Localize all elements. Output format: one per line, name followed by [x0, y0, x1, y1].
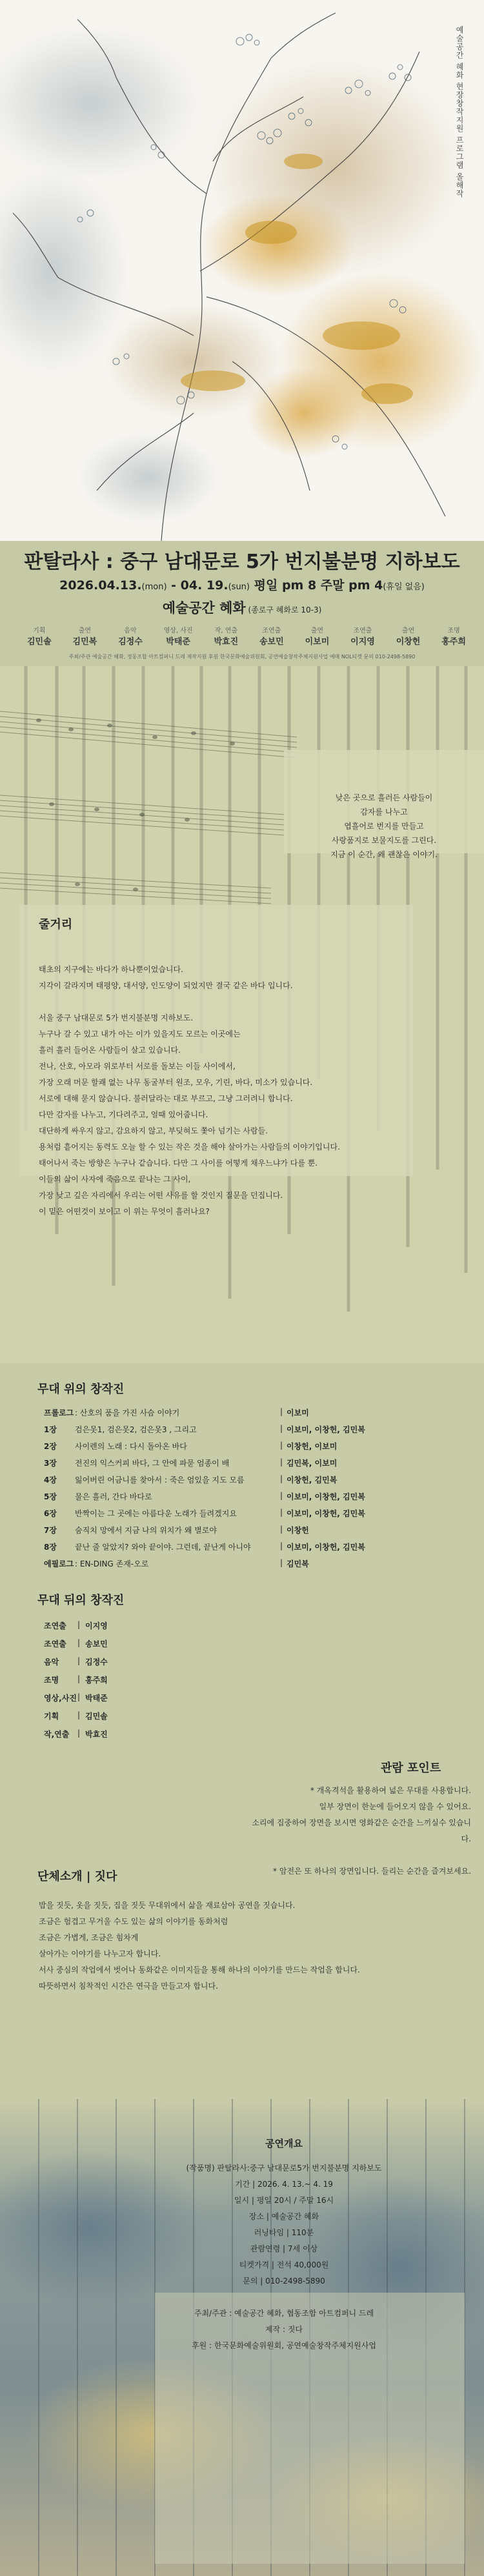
scene-title: 끝난 줄 알았지? 와야 끝이야. 그런데, 끝난게 아니야 — [75, 1543, 251, 1552]
credit-role: 기획 — [33, 627, 46, 634]
tree-sketch-illustration — [0, 0, 484, 541]
info-title: 공연개요 — [265, 2138, 303, 2149]
scene-cast: 이창헌, 이보미 — [287, 1442, 338, 1451]
credit-name: 박태준 — [166, 637, 190, 647]
info-line: 후원 : 한국문화예술위원회, 공연예술창작주체지원사업 — [192, 2341, 376, 2350]
info-line — [84, 2291, 484, 2300]
stage-crew-title: 무대 위의 창작진 — [37, 1383, 125, 1396]
separator-bar: | — [77, 1656, 81, 1665]
separator-bar: | — [280, 1474, 283, 1483]
staff-name: 박효진 — [85, 1730, 108, 1739]
company-line: 조금은 험겹고 무거울 수도 있는 삶의 이야기를 동화처럼 — [39, 1917, 228, 1926]
scene-cast: 김민복 — [287, 1559, 309, 1568]
staff-name: 김민솔 — [85, 1712, 108, 1721]
synopsis-line: 흘러 흘러 들어온 사람들이 살고 있습니다. — [39, 1046, 181, 1055]
credit-name: 김정수 — [118, 637, 143, 647]
company-intro-text — [39, 1898, 360, 1994]
scene-row — [44, 1491, 405, 1502]
viewing-point-line: * 암전은 또 하나의 장면입니다. 들리는 순간을 즐겨보세요. — [273, 1867, 471, 1876]
poem-line: 지금 이 순간, 왜 괜찮은 이야기. — [330, 850, 438, 859]
scene-title: 검은못1, 검은못2, 검은못3 , 그리고 — [75, 1425, 197, 1434]
staff-name: 김정수 — [85, 1658, 108, 1667]
scene-title: 숨직치 망에서 지금 나의 위치가 왜 별로야 — [75, 1526, 217, 1535]
scene-cast: 이보미 — [287, 1408, 309, 1417]
credit-item — [350, 625, 375, 647]
separator-bar: | — [77, 1729, 81, 1738]
info-line: 문의 | 010-2498-5890 — [243, 2277, 325, 2286]
viewing-point-line: * 개옥격석을 활용하여 넓은 무대를 사용합니다. — [310, 1786, 471, 1795]
staff-row — [44, 1620, 108, 1631]
viewing-points-text — [245, 1783, 471, 1880]
separator-bar: | — [280, 1407, 283, 1416]
staff-name: 이지영 — [85, 1621, 108, 1630]
credit-name: 홍주희 — [441, 637, 466, 647]
show-venue: 예술공간 혜화 (종로구 혜화로 10-3) — [162, 600, 322, 616]
credit-item — [214, 625, 239, 647]
viewing-points-title: 관람 포인트 — [381, 1761, 441, 1775]
credit-name: 박효진 — [214, 637, 239, 647]
scene-cast: 이보미, 이창헌, 김민복 — [287, 1492, 365, 1501]
scene-label: 5장 — [44, 1492, 57, 1501]
staff-name: 홍주희 — [85, 1676, 108, 1685]
company-line: 밥을 짓듯, 옷을 짓듯, 집을 짓듯 무대위에서 삶을 재료삼아 공연을 짓습니다. — [39, 1901, 296, 1910]
poem-block — [303, 791, 465, 862]
synopsis-title: 줄거리 — [39, 918, 73, 931]
credit-role: 조연출 — [262, 627, 281, 634]
credit-name: 이지영 — [350, 637, 375, 647]
credit-role: 조연출 — [353, 627, 372, 634]
info-line: 일시 | 평일 20시 / 주말 16시 — [234, 2196, 334, 2205]
scene-title: : EN-DING 존재-오로 — [75, 1559, 149, 1568]
info-line: 기간 | 2026. 4. 13.~ 4. 19 — [235, 2180, 333, 2189]
scene-label: 에필로그 — [44, 1559, 74, 1568]
company-line: 따뜻하면서 침착적인 시간은 연극을 만들고자 합니다. — [39, 1982, 218, 1991]
scene-label: 4장 — [44, 1476, 57, 1485]
credit-name: 송보민 — [259, 637, 284, 647]
show-dates: 2026.04.13.(mon) - 04. 19.(sun) 평일 pm 8 주말 pm 4(휴일 없음) — [59, 578, 425, 593]
credit-name: 김민복 — [72, 637, 97, 647]
scene-title: 반짝이는 그 곳에는 아름다운 노래가 들려겠지요 — [75, 1509, 237, 1518]
viewing-point-line — [245, 1847, 471, 1863]
synopsis-line: 누구나 갈 수 있고 내가 아는 이가 있을지도 모르는 이곳에는 — [39, 1029, 241, 1039]
scene-cast: 김민복, 이보미 — [287, 1459, 338, 1468]
synopsis-line: 다만 감자를 나누고, 기다려주고, 얼때 있어줍니다. — [39, 1110, 208, 1119]
synopsis-line: 가장 오래 머문 할쾌 없는 나무 동굴부터 원조, 모우, 기린, 바다, 미소가 있습니다. — [39, 1078, 313, 1087]
credit-role: 출연 — [310, 627, 324, 634]
scene-title: 전진의 익스커피 바다, 그 안에 파묻 엄종이 배 — [75, 1459, 230, 1468]
scene-title: 물은 흘러, 간다 바다로 — [75, 1492, 152, 1501]
staff-name: 송보민 — [85, 1639, 108, 1648]
staff-role: 영상,사진 — [44, 1694, 77, 1703]
credit-role: 영상, 사진 — [163, 627, 193, 634]
staff-row — [44, 1729, 108, 1739]
separator-bar: | — [280, 1541, 283, 1550]
separator-bar: | — [77, 1692, 81, 1701]
scene-label: 3장 — [44, 1459, 57, 1468]
backstage-crew-title: 무대 뒤의 창작진 — [37, 1594, 125, 1607]
staff-role: 조연출 — [44, 1621, 66, 1630]
synopsis-line: 서울 중구 남대문로 5가 번지불분명 지하보도. — [39, 1013, 194, 1022]
credit-item — [259, 625, 284, 647]
scene-row — [44, 1441, 405, 1452]
credit-name: 이보미 — [305, 637, 330, 647]
staff-role: 음악 — [44, 1658, 59, 1667]
poem-line: 낮은 곳으로 흘러든 사람들이 — [335, 793, 433, 802]
poem-line: 감자를 나누고 — [360, 807, 408, 816]
scene-row — [44, 1457, 405, 1468]
scene-cast: 이창헌 — [287, 1526, 309, 1535]
staff-row — [44, 1656, 108, 1667]
scene-row — [44, 1508, 405, 1519]
separator-bar: | — [280, 1491, 283, 1500]
poem-line: 사랑품지로 보물지도를 그린다. — [331, 836, 437, 845]
synopsis-line: 대단하게 싸우지 않고, 감요하지 않고, 부딪혀도 쫓아 넘기는 사람들. — [39, 1126, 268, 1135]
company-line: 조금은 가볍게, 조금은 힘차게 — [39, 1933, 139, 1942]
scene-cast: 이보미, 이창헌, 김민복 — [287, 1509, 365, 1518]
scene-title: : 산호의 품을 가진 사슴 이야기 — [75, 1408, 180, 1417]
credit-item — [118, 625, 143, 647]
scene-cast: 이창헌, 김민복 — [287, 1476, 338, 1485]
scene-label: 6장 — [44, 1509, 57, 1518]
scene-title: 잃어버린 어금니를 찾아서 : 죽은 엄있을 지도 모름 — [75, 1476, 245, 1485]
synopsis-line: 이 밑은 어떤것이 보이고 이 위는 무엇이 흘러나요? — [39, 1207, 210, 1216]
credit-item — [305, 625, 330, 647]
credits-row — [27, 625, 466, 647]
staff-role: 조연출 — [44, 1639, 66, 1648]
scene-row — [44, 1474, 405, 1485]
synopsis-line: 지각이 갈라지며 태평양, 대서양, 인도양이 되었지만 결국 같은 바다 입니다. — [39, 981, 293, 990]
scene-label: 7장 — [44, 1526, 57, 1535]
synopsis-line: 서로에 대해 묻지 않습니다. 불러달라는 대로 부르고, 그냥 그러려니 합니다. — [39, 1094, 293, 1103]
synopsis-line: 용처럼 흩어지는 동력도 오늘 할 수 있는 작은 것을 해야 살아가는 사람들의 이야기입니다. — [39, 1142, 340, 1151]
synopsis-line: 전나, 산호, 아모라 위로부터 서로를 돌보는 이들 사이에서, — [39, 1062, 236, 1071]
separator-bar: | — [280, 1457, 283, 1466]
staff-name: 박태준 — [85, 1694, 108, 1703]
credit-role: 작, 연출 — [214, 627, 238, 634]
info-line: 제작 : 짓다 — [265, 2325, 303, 2334]
credit-role: 조명 — [447, 627, 460, 634]
info-line: (작품명) 판탈라사:중구 남대문로5가 번지불분명 지하보도 — [186, 2164, 382, 2173]
scene-title: 사이렌의 노래 : 다시 돌아온 바다 — [75, 1442, 187, 1451]
poem-line: 엽흘어로 번지를 만들고 — [344, 822, 424, 831]
synopsis-line: 가장 낮고 깊은 자리에서 우리는 어떤 사유를 할 것인지 질문을 던집니다. — [39, 1191, 283, 1200]
staff-role: 기획 — [44, 1712, 59, 1721]
company-line: 서사 중심의 작업에서 벗어나 동화같은 이미지들을 통해 하나의 이야기를 만드는 작업을 합니다. — [39, 1965, 360, 1974]
info-line: 관람연령 | 7세 이상 — [250, 2244, 318, 2253]
scene-row — [44, 1541, 405, 1552]
separator-bar: | — [280, 1525, 283, 1534]
separator-bar: | — [77, 1638, 81, 1647]
info-line: 러닝타임 | 110분 — [254, 2228, 314, 2237]
scene-label: 2장 — [44, 1442, 57, 1451]
staff-row — [44, 1674, 108, 1685]
credit-item — [441, 625, 466, 647]
separator-bar: | — [77, 1620, 81, 1629]
credit-item — [164, 625, 193, 647]
scene-cast: 이보미, 이창헌, 김민복 — [287, 1543, 365, 1552]
synopsis-intro — [39, 962, 293, 994]
company-intro-title: 단체소개 | 짓다 — [37, 1870, 117, 1883]
info-line: 주최/주관 : 예술공간 혜화, 협동조합 아트컴퍼니 드레 — [194, 2309, 374, 2318]
staff-row — [44, 1710, 108, 1721]
credit-item — [396, 625, 421, 647]
show-title: 판탈라사 : 중구 남대문로 5가 번지불분명 지하보도 — [24, 551, 460, 573]
credit-item — [27, 625, 52, 647]
scene-row — [44, 1407, 405, 1418]
separator-bar: | — [77, 1710, 81, 1719]
scene-row — [44, 1558, 405, 1569]
credit-role: 출연 — [78, 627, 92, 634]
scene-label: 1장 — [44, 1425, 57, 1434]
staff-role: 조명 — [44, 1676, 59, 1685]
separator-bar: | — [77, 1674, 81, 1683]
viewing-point-line: 일부 장면이 한눈에 들어오지 않을 수 있어요. — [319, 1802, 471, 1811]
scene-row — [44, 1424, 405, 1435]
credit-role: 출연 — [401, 627, 415, 634]
scene-row — [44, 1525, 405, 1536]
scene-label: 프롤로그 — [44, 1408, 74, 1417]
credit-name: 이창헌 — [396, 637, 421, 647]
organizer-line: 주최/주관 예술공간 혜화, 정동조합 아트컴퍼니 드레 제작지원 후원 한국문화예술위원회, 공연예술창작주체지원사업 예매 NOL티켓 문의 010-2498-5890 — [68, 654, 416, 660]
scene-cast: 이보미, 이창헌, 김민복 — [287, 1425, 365, 1434]
staff-role: 작,연출 — [44, 1730, 70, 1739]
separator-bar: | — [280, 1441, 283, 1450]
separator-bar: | — [280, 1424, 283, 1433]
info-line: 장소 | 예술공간 혜화 — [248, 2212, 319, 2221]
viewing-point-line: 소리에 집중하여 장면을 보시면 영화같은 순간을 느끼실수 있습니다. — [252, 1818, 471, 1843]
separator-bar: | — [280, 1508, 283, 1517]
separator-bar: | — [280, 1558, 283, 1567]
synopsis-line: 태초의 지구에는 바다가 하나뿐이었습니다. — [39, 965, 183, 974]
credit-name: 김민솔 — [27, 637, 52, 647]
synopsis-body — [39, 1010, 340, 1220]
info-line: 티켓가격 | 전석 40,000원 — [239, 2260, 329, 2269]
credit-role: 음악 — [124, 627, 137, 634]
credit-item — [73, 625, 97, 647]
vertical-program-title: 예술공간 혜화 현장창작지원 프로그램 올해작 — [455, 26, 464, 198]
synopsis-line: 태어나서 죽는 방향은 누구나 같습니다. 다만 그 사이를 어떻게 채우느냐가 다를 뿐. — [39, 1159, 318, 1168]
company-line: 살아가는 이야기를 나누고자 합니다. — [39, 1949, 161, 1958]
synopsis-line: 이들의 삶이 사자에 죽음으로 끝나는 그 사이, — [39, 1175, 191, 1184]
staff-row — [44, 1692, 108, 1703]
poster-illustration — [0, 0, 484, 541]
scene-label: 8장 — [44, 1543, 57, 1552]
staff-row — [44, 1638, 108, 1649]
